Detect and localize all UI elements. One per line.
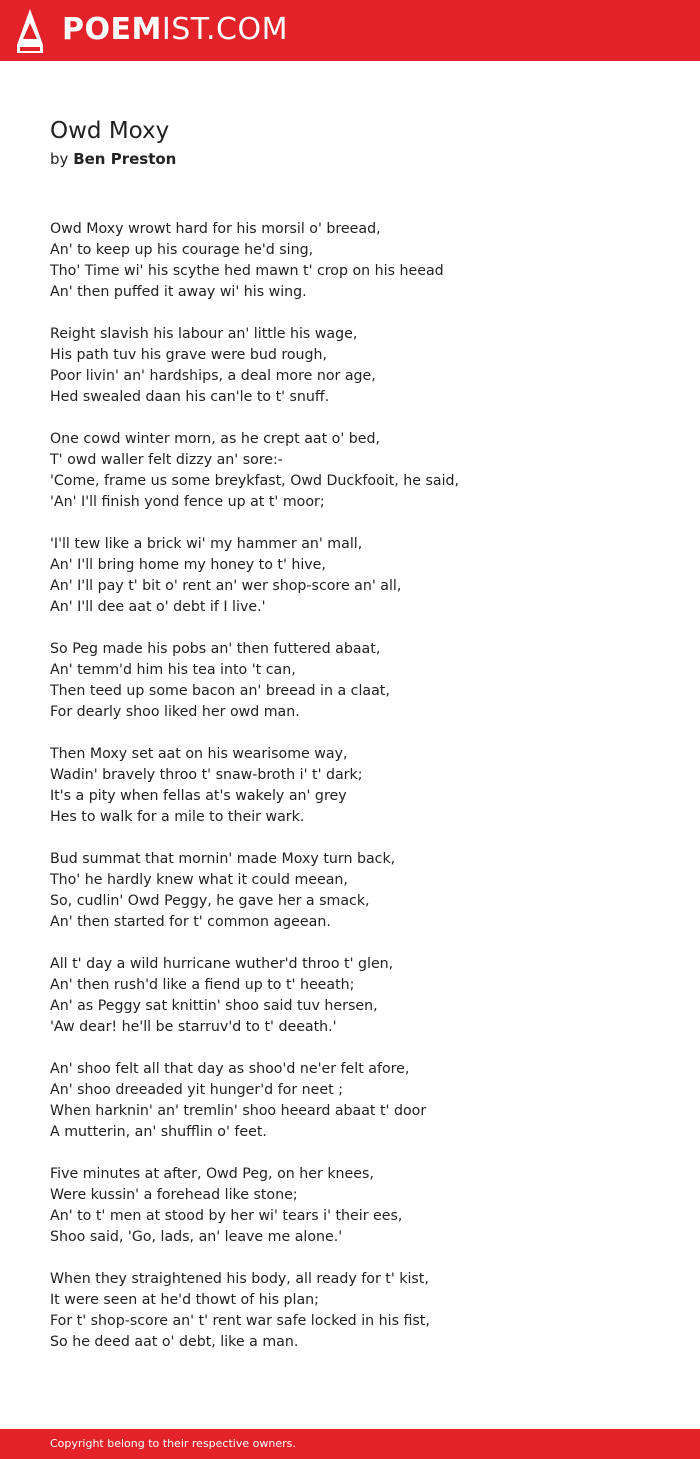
byline xyxy=(50,148,176,170)
poem-line: It's a pity when fellas at's wakely an' grey xyxy=(50,788,347,804)
poem-line: One cowd winter morn, as he crept aat o' bed, xyxy=(50,431,381,447)
poem-line: An' temm'd him his tea into 't can, xyxy=(50,662,296,678)
poem-line: When they straightened his body, all ready for t' kist, xyxy=(50,1271,429,1287)
poem-line: So he deed aat o' debt, like a man. xyxy=(50,1334,299,1350)
author-name: Ben Preston xyxy=(73,150,177,168)
poem-line: An' then started for t' common ageean. xyxy=(50,914,331,930)
stanza xyxy=(50,534,670,618)
poem-line: For t' shop-score an' t' rent war safe locked in his fist, xyxy=(50,1313,430,1329)
poem-line: An' I'll bring home my honey to t' hive, xyxy=(50,557,326,573)
poem-line: Poor livin' an' hardships, a deal more nor age, xyxy=(50,368,376,384)
poem-line: 'Aw dear! he'll be starruv'd to t' deeath.' xyxy=(50,1019,337,1035)
poem-line: 'An' I'll finish yond fence up at t' moor; xyxy=(50,494,325,510)
stanza xyxy=(50,324,670,408)
poem-line: Five minutes at after, Owd Peg, on her knees, xyxy=(50,1166,374,1182)
poem-line: An' shoo felt all that day as shoo'd ne'er felt afore, xyxy=(50,1061,410,1077)
poem-body xyxy=(50,219,670,1374)
by-label: by xyxy=(50,150,69,168)
poem-line: An' I'll dee aat o' debt if I live.' xyxy=(50,599,266,615)
poem-line: Owd Moxy wrowt hard for his morsil o' breead, xyxy=(50,221,381,237)
poem-line: Hed swealed daan his can'le to t' snuff. xyxy=(50,389,330,405)
poem-line: An' then puffed it away wi' his wing. xyxy=(50,284,307,300)
poem-line: Shoo said, 'Go, lads, an' leave me alone.' xyxy=(50,1229,343,1245)
poem-line: Tho' Time wi' his scythe hed mawn t' crop on his heead xyxy=(50,263,444,279)
stanza xyxy=(50,429,670,513)
poem-title: Owd Moxy xyxy=(50,118,170,144)
poem-line: For dearly shoo liked her owd man. xyxy=(50,704,300,720)
poem-line: An' as Peggy sat knittin' shoo said tuv hersen, xyxy=(50,998,378,1014)
site-header xyxy=(0,0,700,61)
poem-line: All t' day a wild hurricane wuther'd throo t' glen, xyxy=(50,956,394,972)
poem-line: So, cudlin' Owd Peggy, he gave her a smack, xyxy=(50,893,370,909)
poem-line: Reight slavish his labour an' little his wage, xyxy=(50,326,358,342)
stanza xyxy=(50,1269,670,1353)
poem-line: An' to keep up his courage he'd sing, xyxy=(50,242,314,258)
pencil-logo-icon[interactable] xyxy=(16,9,44,53)
poem-line: His path tuv his grave were bud rough, xyxy=(50,347,328,363)
poem-line: An' then rush'd like a fiend up to t' heeath; xyxy=(50,977,355,993)
poem-line: An' shoo dreeaded yit hunger'd for neet ; xyxy=(50,1082,343,1098)
poem-line: Hes to walk for a mile to their wark. xyxy=(50,809,305,825)
site-footer xyxy=(0,1429,700,1459)
stanza xyxy=(50,849,670,933)
logo-text-light: IST.COM xyxy=(161,12,288,47)
poem-line: It were seen at he'd thowt of his plan; xyxy=(50,1292,319,1308)
logo-text-bold: POEM xyxy=(62,12,162,47)
stanza xyxy=(50,954,670,1038)
poem-line: Then Moxy set aat on his wearisome way, xyxy=(50,746,348,762)
poem-line: When harknin' an' tremlin' shoo heeard abaat t' door xyxy=(50,1103,427,1119)
stanza xyxy=(50,219,670,303)
poem-line: 'I'll tew like a brick wi' my hammer an' mall, xyxy=(50,536,363,552)
copyright-text: Copyright belong to their respective owners. xyxy=(50,1437,296,1450)
poem-line: Then teed up some bacon an' breead in a claat, xyxy=(50,683,390,699)
stanza xyxy=(50,639,670,723)
poem-line: Wadin' bravely throo t' snaw-broth i' t' dark; xyxy=(50,767,363,783)
stanza xyxy=(50,744,670,828)
poem-line: Were kussin' a forehead like stone; xyxy=(50,1187,298,1203)
site-logo[interactable] xyxy=(62,12,288,48)
poem-line: An' I'll pay t' bit o' rent an' wer shop-score an' all, xyxy=(50,578,402,594)
poem-line: 'Come, frame us some breykfast, Owd Duckfooit, he said, xyxy=(50,473,460,489)
poem-line: Bud summat that mornin' made Moxy turn back, xyxy=(50,851,396,867)
stanza xyxy=(50,1059,670,1143)
poem-line: Tho' he hardly knew what it could meean, xyxy=(50,872,348,888)
poem-line: A mutterin, an' shufflin o' feet. xyxy=(50,1124,267,1140)
stanza xyxy=(50,1164,670,1248)
poem-line: T' owd waller felt dizzy an' sore:- xyxy=(50,452,283,468)
poem-line: An' to t' men at stood by her wi' tears i' their ees, xyxy=(50,1208,403,1224)
poem-line: So Peg made his pobs an' then futtered abaat, xyxy=(50,641,381,657)
